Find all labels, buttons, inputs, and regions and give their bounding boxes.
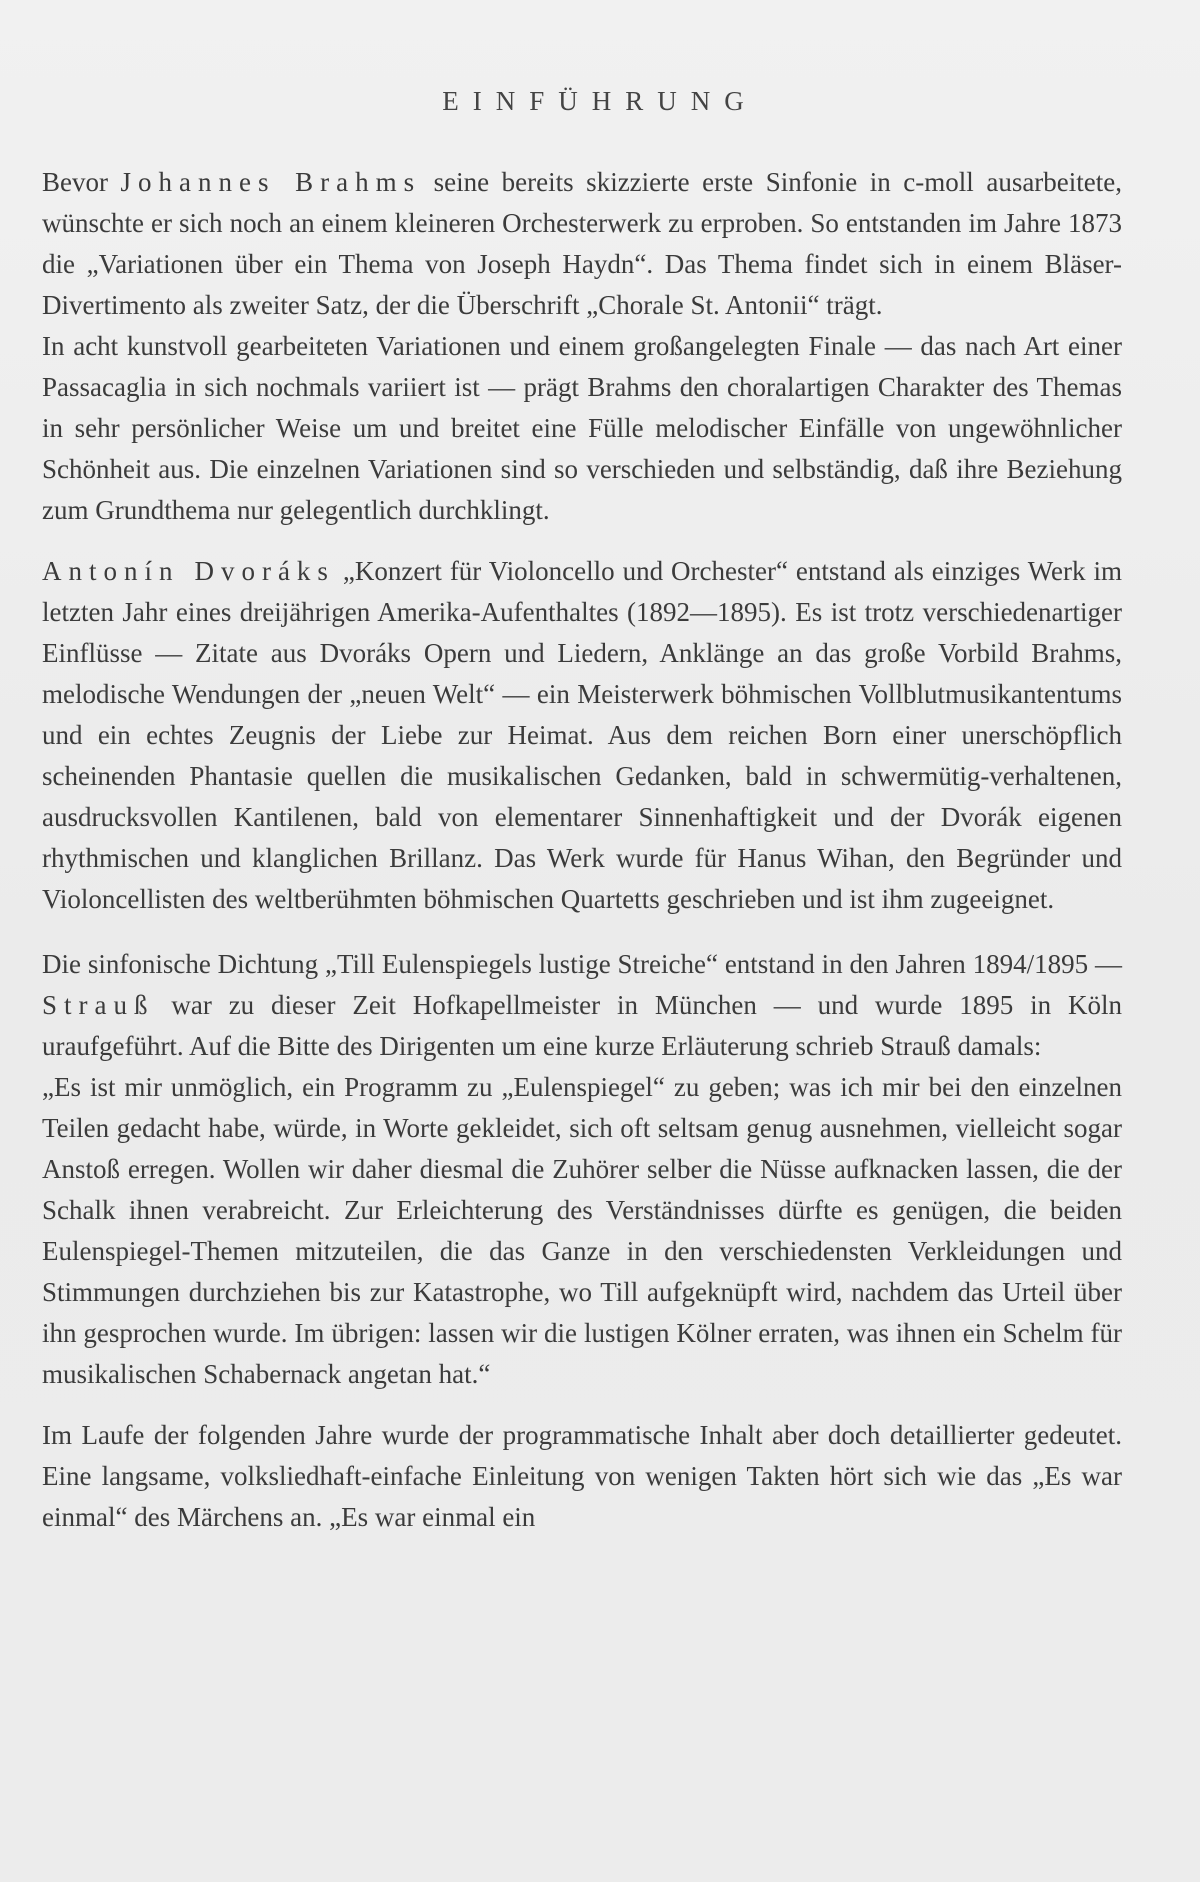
strauss-paragraph-3: Im Laufe der folgenden Jahre wurde der programmatische Inhalt aber doch detaillierter gedeutet. Eine langsame, volksliedhaft-einfache Einleitung von wenigen Takten hört sich wie das „Es war einmal“ des Märchens an. „Es war einmal ein [42, 1420, 1122, 1532]
brahms-intro-text: Bevor [42, 167, 121, 197]
brahms-paragraph-1 [42, 162, 1122, 326]
dvorak-paragraph-text: „Konzert für Violoncello und Orchester“ entstand als einziges Werk im letzten Jahr eines dreijährigen Amerika-Aufenthaltes (1892—1895). Es ist trotz verschiedenartiger Einflüsse — Zitate aus Dvoráks Opern und Liedern, Anklänge an das große Vorbild Brahms, melodische Wendungen der „neuen Welt“ — ein Meisterwerk böhmischen Vollblutmusikantentums und ein echtes Zeugnis der Liebe zur Heimat. Aus dem reichen Born einer unerschöpflich scheinenden Phantasie quellen die musikalischen Gedanken, bald in schwermütig-verhaltenen, ausdrucksvollen Kantilenen, bald von elementarer Sinnenhaftigkeit und der Dvorák eigenen rhythmischen und klanglichen Brillanz. Das Werk wurde für Hanus Wihan, den Begründer und Violoncellisten des weltberühmten böhmischen Quartetts geschrieben und ist ihm zugeeignet. [42, 556, 1122, 914]
strauss-quote: „Es ist mir unmöglich, ein Programm zu „Eulenspiegel“ zu geben; was ich mir bei den einzelnen Teilen gedacht habe, würde, in Worte gekleidet, sich oft seltsam genug ausnehmen, vielleicht sogar Anstoß erregen. Wollen wir daher diesmal die Zuhörer selber die Nüsse aufknacken lassen, die der Schalk ihnen verabreicht. Zur Erleichterung des Verständnisses dürfte es genügen, die beiden Eulenspiegel-Themen mitzuteilen, die das Ganze in den verschiedensten Verkleidungen und Stimmungen durchziehen bis zur Katastrophe, wo Till aufgeknüpft wird, nachdem das Urteil über ihn gesprochen wurde. Im übrigen: lassen wir die lustigen Kölner erraten, was ihnen ein Schelm für musikalischen Schabernack angetan hat.“ [42, 1072, 1122, 1389]
brahms-paragraph-1-text: seine bereits skizzierte erste Sinfonie in c-moll ausarbeitete, wünschte er sich noch an einem kleineren Orchesterwerk zu erproben. So entstanden im Jahre 1873 die „Variationen über ein Thema von Joseph Haydn“. Das Thema findet sich in einem Bläser-Divertimento als zweiter Satz, der die Überschrift „Chorale St. Antonii“ trägt. [42, 167, 1123, 320]
composer-name-dvorak: Antonín Dvoráks [42, 556, 335, 586]
strauss-paragraph-1 [42, 944, 1122, 1067]
brahms-paragraph-2: In acht kunstvoll gearbeiteten Variationen und einem großangelegten Finale — das nach Art einer Passacaglia in sich nochmals variiert ist — prägt Brahms den choralartigen Charakter des Themas in sehr persönlicher Weise um und breitet eine Fülle melodischer Einfälle von ungewöhnlicher Schönheit aus. Die einzelnen Variationen sind so verschieden und selbständig, daß ihre Beziehung zum Grundthema nur gelegentlich durchklingt. [42, 331, 1122, 525]
page-heading: EINFÜHRUNG [442, 86, 758, 116]
dvorak-paragraph [42, 551, 1122, 920]
section-spacer [42, 920, 1122, 944]
body-text [42, 162, 1122, 1538]
strauss-intro-text: Die sinfonische Dichtung „Till Eulenspiegels lustige Streiche“ entstand in den Jahren 1894/1895 — [42, 949, 1122, 979]
composer-name-brahms: Johannes Brahms [120, 167, 422, 197]
composer-name-strauss: Strauß [42, 990, 155, 1020]
section-spacer [42, 1395, 1122, 1415]
section-spacer [42, 531, 1122, 551]
strauss-paragraph-1-text: war zu dieser Zeit Hofkapellmeister in München — und wurde 1895 in Köln uraufgeführt. Auf die Bitte des Dirigenten um eine kurze Erläuterung schrieb Strauß damals: [42, 990, 1122, 1061]
